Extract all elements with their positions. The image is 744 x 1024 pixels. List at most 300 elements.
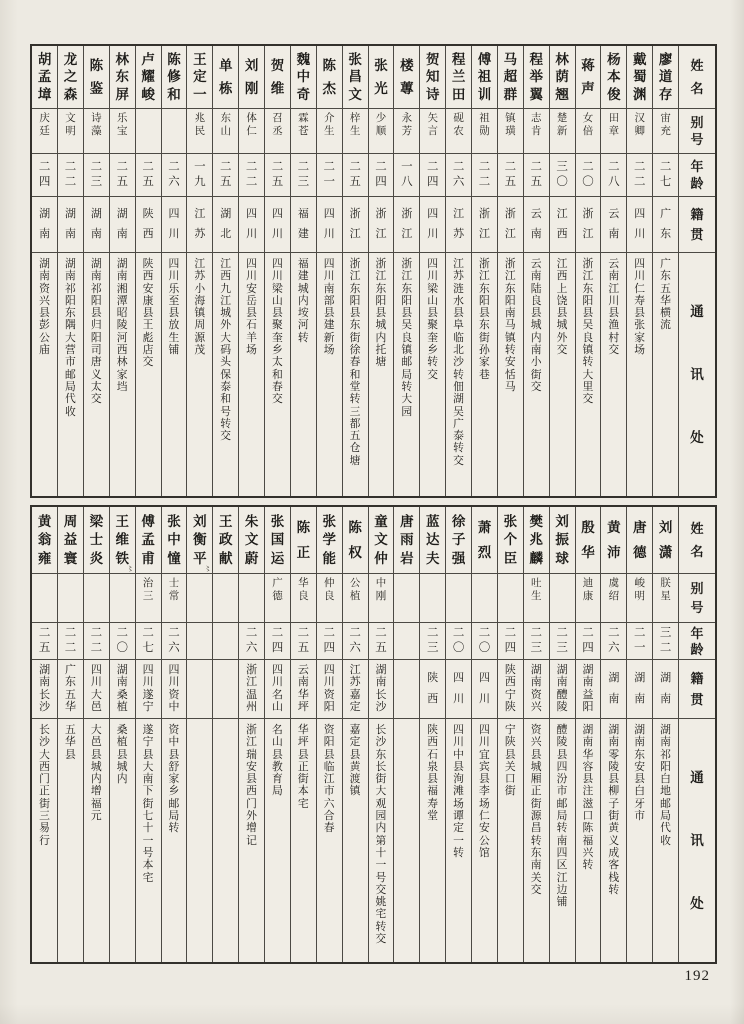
person-alias: 祖 勋 — [479, 113, 490, 137]
age-cell — [136, 154, 161, 197]
age-cell — [524, 154, 549, 197]
person-name: 楼 蓴 — [400, 57, 414, 96]
person-name: 陈 正 — [296, 520, 311, 560]
address-cell — [394, 253, 419, 496]
person-alias — [550, 574, 575, 622]
age-cell — [420, 154, 445, 197]
origin-cell — [420, 660, 445, 719]
name-cell — [498, 46, 523, 109]
header-origin-label: 籍 贯 — [690, 207, 704, 242]
person-origin: 湖 南 长 沙 — [39, 664, 51, 713]
person-name: 梁 士 炎 — [89, 513, 104, 566]
person-address: 湖 南 祁 阳 白 地 邮 局 代 收 — [660, 724, 671, 847]
name-cell — [136, 46, 161, 109]
age-cell — [446, 154, 471, 197]
person-address: 云 南 江 川 县 渔 村 交 — [608, 258, 620, 357]
header-origin-label: 籍 贯 — [690, 671, 704, 707]
age-cell — [110, 623, 135, 660]
name-cell — [110, 507, 135, 574]
person-column — [161, 507, 187, 962]
address-cell — [653, 719, 678, 962]
alias-cell — [627, 109, 652, 154]
age-cell — [343, 623, 368, 660]
person-age: 二 五 — [38, 627, 51, 654]
person-age: 二 三 — [90, 161, 103, 188]
name-cell — [317, 507, 342, 574]
person-address: 陕 西 安 康 县 王 彪 店 交 — [142, 258, 154, 369]
person-address: 四 川 南 部 县 建 新 场 — [323, 258, 335, 357]
person-age: 三 〇 — [556, 161, 568, 188]
person-name: 张 光 — [374, 57, 388, 96]
person-age: 二 五 — [375, 627, 387, 654]
person-name: 傅 孟 甫 — [141, 513, 155, 566]
header-name-label: 姓 名 — [690, 520, 704, 560]
person-name: 陈 权 — [348, 520, 362, 560]
person-alias: 霖 苍 — [298, 113, 309, 137]
person-age: 二 二 — [64, 627, 77, 654]
person-address: 四 川 中 县 洵 滩 场 谭 定 一 转 — [453, 724, 464, 859]
address-cell — [110, 253, 135, 496]
name-cell — [187, 507, 212, 574]
person-origin: 四 川 遂 宁 — [142, 664, 154, 713]
person-alias — [110, 574, 135, 622]
person-address: 浙 江 东 阳 县 城 内 托 塘 — [375, 258, 387, 369]
person-address: 浙 江 东 阳 南 马 镇 转 安 恬 马 — [504, 258, 516, 393]
person-alias: 广 德 — [272, 578, 283, 602]
address-cell — [239, 253, 264, 496]
address-cell — [162, 253, 187, 496]
person-address: 嘉 定 县 黄 渡 镇 — [349, 724, 361, 798]
alias-cell — [550, 574, 575, 623]
origin-cell — [162, 660, 187, 719]
person-address: 长 沙 大 西 门 正 街 三 易 行 — [39, 724, 50, 847]
name-cell — [343, 46, 368, 109]
alias-cell — [343, 574, 368, 623]
name-cell — [472, 507, 497, 574]
address-cell — [187, 253, 212, 496]
name-cell — [84, 46, 109, 109]
person-alias: 吐 生 — [530, 578, 542, 602]
address-cell — [265, 253, 290, 496]
person-column — [523, 507, 549, 962]
address-cell — [369, 719, 394, 962]
person-name: 刘 潇 — [658, 520, 673, 560]
person-address: 福 建 城 内 垵 河 转 — [297, 258, 309, 344]
person-name: 张 个 臣 — [503, 513, 518, 566]
person-address: 四 川 乐 至 县 放 生 铺 — [168, 258, 180, 357]
person-column — [575, 507, 601, 962]
alias-cell — [32, 109, 57, 154]
person-name: 张 中 憧 — [167, 513, 181, 566]
alias-cell — [472, 574, 497, 623]
alias-cell — [58, 109, 83, 154]
person-column — [212, 46, 238, 496]
person-origin: 湖 南 资 兴 — [530, 664, 542, 713]
origin-cell — [291, 660, 316, 719]
name-cell — [627, 46, 652, 109]
person-column — [419, 507, 445, 962]
address-cell — [110, 719, 135, 962]
person-name: 程 兰 田 — [451, 51, 466, 102]
person-column — [549, 507, 575, 962]
person-origin: 江 苏 嘉 定 — [349, 664, 361, 713]
person-age: 二 二 — [478, 161, 491, 188]
person-age: 二 五 — [271, 161, 284, 188]
age-cell — [58, 623, 83, 660]
person-name: 单 栋 — [218, 57, 233, 96]
person-alias — [472, 574, 497, 622]
address-cell — [420, 719, 445, 962]
name-cell — [524, 507, 549, 574]
age-cell — [239, 623, 264, 660]
person-address: 湖 南 祁 阳 县 归 阳 司 唐 义 太 交 — [90, 258, 102, 406]
origin-cell — [446, 660, 471, 719]
address-cell — [498, 719, 523, 962]
person-address: 名 山 县 教 育 局 — [272, 724, 283, 798]
age-cell — [317, 154, 342, 197]
person-age: 二 五 — [530, 161, 542, 188]
person-origin: 云 南 — [530, 208, 542, 240]
name-cell — [265, 507, 290, 574]
address-cell — [576, 253, 601, 496]
person-alias: 朕 星 — [660, 578, 671, 602]
person-age: 二 四 — [504, 627, 517, 654]
address-cell — [317, 253, 342, 496]
person-age: 二 五 — [142, 161, 154, 188]
person-address: 江 西 上 饶 县 城 外 交 — [556, 258, 568, 357]
alias-cell — [136, 574, 161, 623]
origin-cell — [394, 660, 419, 719]
alias-cell — [239, 109, 264, 154]
name-cell — [291, 46, 316, 109]
person-address: 大 邑 县 城 内 增 福 元 — [90, 724, 102, 823]
name-cell — [601, 507, 626, 574]
person-origin: 陕 西 — [142, 208, 154, 240]
person-address — [394, 719, 419, 962]
person-alias: 乐 宝 — [116, 113, 128, 137]
person-column — [575, 46, 601, 496]
person-origin: 陕 西 宁 陕 — [504, 664, 516, 713]
name-cell — [239, 507, 264, 574]
origin-cell — [136, 197, 161, 253]
person-origin: 湖 南 桑 植 — [116, 664, 128, 713]
person-age: 二 五 — [116, 161, 128, 188]
person-name: 陈 修 和 — [167, 51, 181, 102]
alias-cell — [524, 574, 549, 623]
origin-cell — [601, 197, 626, 253]
address-cell — [317, 719, 342, 962]
name-cell — [213, 46, 238, 109]
person-origin: 浙 江 — [375, 208, 387, 240]
age-cell — [187, 623, 212, 660]
alias-cell — [291, 109, 316, 154]
person-age: 二 二 — [90, 627, 103, 654]
alias-cell — [653, 574, 678, 623]
header-origin — [679, 197, 715, 253]
person-column — [32, 507, 57, 962]
age-cell — [601, 623, 626, 660]
person-origin: 四 川 大 邑 — [90, 664, 102, 713]
address-cell — [343, 719, 368, 962]
person-column — [600, 507, 626, 962]
name-cell — [317, 46, 342, 109]
person-alias: 仲 良 — [323, 578, 335, 602]
alias-cell — [524, 109, 549, 154]
person-origin: 浙 江 — [349, 208, 361, 240]
address-cell — [472, 253, 497, 496]
age-cell — [317, 623, 342, 660]
origin-cell — [550, 660, 575, 719]
name-cell — [291, 507, 316, 574]
person-column — [290, 507, 316, 962]
age-cell — [420, 623, 445, 660]
alias-cell — [317, 574, 342, 623]
person-column — [523, 46, 549, 496]
person-name: 王 定 一 — [193, 51, 207, 102]
person-origin: 广 东 五 华 — [64, 664, 76, 713]
header-origin — [679, 660, 715, 719]
alias-cell — [213, 109, 238, 154]
name-cell — [265, 46, 290, 109]
person-age: 二 〇 — [478, 627, 491, 654]
age-cell — [369, 623, 394, 660]
age-cell — [162, 623, 187, 660]
person-alias: 少 顺 — [375, 113, 387, 137]
person-column — [264, 46, 290, 496]
age-cell — [32, 154, 57, 197]
person-age: 二 二 — [245, 161, 258, 188]
age-cell — [239, 154, 264, 197]
origin-cell — [627, 660, 652, 719]
alias-cell — [601, 574, 626, 623]
person-name: 王 维 铁 — [115, 513, 129, 566]
header-name — [679, 507, 715, 574]
person-alias: 田 章 — [608, 113, 620, 137]
person-address: 湖 南 华 容 县 注 滋 口 陈 福 兴 转 — [582, 724, 594, 872]
person-name: 徐 子 强 — [451, 513, 466, 566]
origin-cell — [317, 660, 342, 719]
age-cell — [110, 154, 135, 197]
name-cell — [84, 507, 109, 574]
origin-cell — [136, 660, 161, 719]
alias-cell — [162, 574, 187, 623]
name-cell — [239, 46, 264, 109]
person-origin: 湖 南 醴 陵 — [556, 664, 568, 713]
name-cell — [369, 507, 394, 574]
origin-cell — [369, 197, 394, 253]
address-cell — [576, 719, 601, 962]
alias-cell — [394, 109, 419, 154]
person-name: 刘 衡 平 — [193, 513, 207, 566]
age-cell — [498, 623, 523, 660]
person-column — [393, 507, 419, 962]
person-column — [626, 46, 652, 496]
person-origin: 浙 江 — [401, 208, 413, 240]
name-cell — [576, 507, 601, 574]
person-column — [342, 507, 368, 962]
person-name: 马 超 群 — [503, 51, 518, 102]
alias-cell — [187, 109, 212, 154]
alias-cell — [317, 109, 342, 154]
age-cell — [291, 623, 316, 660]
header-address — [679, 253, 715, 496]
person-address: 湖 南 零 陵 县 柳 子 街 黄 义 成 客 栈 转 — [608, 724, 620, 896]
person-age: 二 二 — [633, 161, 646, 188]
origin-cell — [58, 197, 83, 253]
header-alias-label: 别 号 — [690, 581, 704, 615]
person-column — [600, 46, 626, 496]
address-cell — [394, 719, 419, 962]
age-cell — [213, 154, 238, 197]
person-address: 资 阳 县 临 江 市 六 合 春 — [323, 724, 335, 835]
age-cell — [394, 623, 419, 660]
origin-cell — [84, 660, 109, 719]
person-column — [135, 46, 161, 496]
origin-cell — [420, 197, 445, 253]
age-cell — [291, 154, 316, 197]
header-address — [679, 719, 715, 962]
alias-cell — [110, 574, 135, 623]
person-name: 黄 沛 — [607, 520, 621, 560]
age-cell — [187, 154, 212, 197]
person-alias: 公 植 — [349, 578, 361, 602]
person-alias: 志 肯 — [530, 113, 542, 137]
name-cell — [394, 46, 419, 109]
address-cell — [472, 719, 497, 962]
address-cell — [136, 719, 161, 962]
alias-cell — [162, 109, 187, 154]
address-cell — [136, 253, 161, 496]
address-cell — [524, 253, 549, 496]
person-alias: 镇 璜 — [505, 113, 516, 137]
person-name: 黄 翁 雍 — [37, 513, 52, 566]
person-age: 二 五 — [297, 627, 310, 654]
alias-cell — [420, 109, 445, 154]
alias-cell — [446, 109, 471, 154]
alias-cell — [394, 574, 419, 623]
person-column — [32, 46, 57, 496]
person-origin — [213, 660, 238, 718]
name-cell — [498, 507, 523, 574]
origin-cell — [472, 660, 497, 719]
person-alias: 女 倍 — [582, 113, 594, 137]
person-address: 浙 江 东 阳 县 吴 良 镇 邮 局 转 大 园 — [401, 258, 413, 418]
person-alias — [213, 574, 238, 622]
name-cell — [550, 46, 575, 109]
person-origin: 浙 江 — [478, 208, 490, 240]
person-age: 二 四 — [38, 161, 51, 188]
person-address: 浙 江 瑞 安 县 西 门 外 增 记 — [246, 724, 257, 847]
person-column — [471, 46, 497, 496]
person-alias: 庆 廷 — [39, 113, 50, 137]
origin-cell — [32, 197, 57, 253]
person-alias: 召 丞 — [272, 113, 283, 137]
person-alias: 治 三 — [142, 578, 154, 602]
alias-cell — [58, 574, 83, 623]
address-cell — [627, 253, 652, 496]
person-age: 二 五 — [349, 161, 361, 188]
person-column — [109, 46, 135, 496]
age-cell — [265, 623, 290, 660]
origin-cell — [369, 660, 394, 719]
person-origin: 湖 南 — [660, 672, 672, 705]
name-cell — [601, 46, 626, 109]
person-name: 胡 孟 墇 — [37, 51, 52, 102]
person-age: 二 六 — [168, 161, 180, 188]
person-column — [186, 507, 212, 962]
address-cell — [291, 253, 316, 496]
person-name: 蒋 声 — [581, 57, 595, 96]
person-address: 江 西 九 江 城 外 大 码 头 保 泰 和 号 转 交 — [220, 258, 232, 443]
person-name: 唐 德 — [632, 520, 647, 560]
person-address: 浙 江 东 阳 县 东 街 徐 春 和 堂 转 三 都 五 仓 塘 — [349, 258, 361, 467]
person-name: 戴 蜀 渊 — [632, 51, 647, 102]
origin-cell — [239, 197, 264, 253]
origin-cell — [32, 660, 57, 719]
origin-cell — [162, 197, 187, 253]
person-origin: 浙 江 — [582, 208, 594, 240]
header-address-label: 通 讯 处 — [690, 769, 704, 911]
person-name: 杨 本 俊 — [607, 51, 621, 102]
origin-cell — [601, 660, 626, 719]
person-alias: 梓 生 — [349, 113, 361, 137]
name-cell — [213, 507, 238, 574]
person-column — [186, 46, 212, 496]
name-cell — [369, 46, 394, 109]
person-alias — [84, 574, 109, 622]
person-name: 唐 雨 岩 — [400, 513, 414, 566]
name-cell — [32, 46, 57, 109]
person-alias — [420, 574, 445, 622]
name-cell — [110, 46, 135, 109]
person-address: 湖 南 东 安 县 白 牙 市 — [634, 724, 646, 823]
address-cell — [550, 719, 575, 962]
person-origin: 陕 西 — [427, 672, 439, 705]
person-alias: 矢 言 — [427, 113, 438, 137]
alias-cell — [472, 109, 497, 154]
person-column — [368, 507, 394, 962]
person-age: 二 〇 — [116, 627, 128, 654]
address-cell — [653, 253, 678, 496]
person-origin: 江 苏 — [194, 208, 206, 240]
age-cell — [576, 154, 601, 197]
alias-cell — [576, 109, 601, 154]
address-cell — [265, 719, 290, 962]
person-column — [393, 46, 419, 496]
address-cell — [213, 719, 238, 962]
address-cell — [32, 253, 57, 496]
person-name: 傅 祖 训 — [477, 51, 492, 102]
person-origin: 湖 南 — [608, 672, 620, 705]
person-address: 江 苏 小 海 镇 周 源 茂 — [194, 258, 206, 357]
origin-cell — [524, 660, 549, 719]
person-column — [83, 507, 109, 962]
origin-cell — [576, 660, 601, 719]
alias-cell — [136, 109, 161, 154]
person-origin: 四 川 — [427, 208, 439, 240]
person-alias — [136, 109, 161, 153]
person-age: 二 六 — [349, 627, 361, 654]
age-cell — [394, 154, 419, 197]
name-cell — [187, 46, 212, 109]
age-cell — [136, 623, 161, 660]
address-cell — [369, 253, 394, 496]
age-cell — [627, 623, 652, 660]
age-cell — [550, 623, 575, 660]
address-cell — [187, 719, 212, 962]
person-origin: 湖 南 益 阳 — [582, 664, 594, 713]
alias-cell — [369, 574, 394, 623]
